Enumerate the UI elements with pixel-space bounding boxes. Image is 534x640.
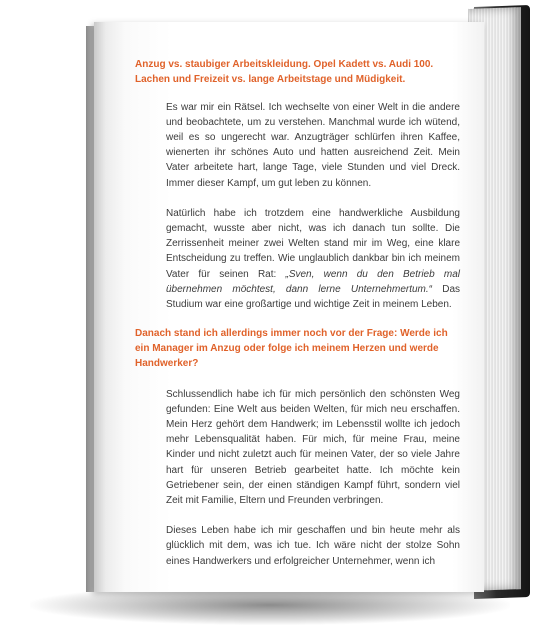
paragraph-3: Schlussendlich habe ich für mich persönlich den schönsten Weg gefunden: Eine Welt aus beiden Welten, für mich neu erschaffen. Mein Herz gehört dem Handwerk; im Lebensstil wollte ich jedoch mehr Lebensqualität haben. Für mich, für meine Frau, meine Kinder und nicht zuletzt auch für meinen Vater, der so viele Jahre hart für unseren Betrieb gearbeitet hatte. Ich möchte kein Getriebener sein, der einen ständigen Kampf führt, sondern viel Zeit mit Familie, Eltern und Freunden verbringen. [166,388,460,507]
page-content [135,58,460,569]
paragraph-2-quote: „Sven, wenn du den Betrieb mal übernehmen möchtest, dann lerne Unternehmertum.“ [166,268,460,295]
paragraph-2-text-b: Das Studium war eine großartige und wichtige Zeit in meinem Leben. [166,283,460,311]
section-heading-2: Danach stand ich allerdings immer noch vor der Frage: Werde ich ein Manager im Anzug oder folge ich meinem Herzen und werde Handwerker? [135,328,448,369]
paragraph-1: Es war mir ein Rätsel. Ich wechselte von einer Welt in die andere und beobachtete, um zu verstehen. Manchmal wurde ich wütend, weil es so ungerecht war. Anzugträger schlürfen ihren Kaffee, wienerten ihr schönes Auto und hatten ausreichend Zeit. Mein Vater arbeitete hart, lange Tage, viele Stunden und viel Dreck. Immer dieser Kampf, um gut leben zu können. [166,101,460,189]
section-heading-1: Anzug vs. staubiger Arbeitskleidung. Opel Kadett vs. Audi 100. Lachen und Freizeit vs. lange Arbeitstage und Müdigkeit. [135,59,434,85]
paragraph-2 [166,206,460,312]
paragraph-2-text-a: Natürlich habe ich trotzdem eine handwerkliche Ausbildung gemacht, wusste aber nicht, was ich danach tun sollte. Die Zerrissenheit meiner zwei Welten stand mir im Weg, eine klare Entscheidung zu treffen. Wie unglaublich dankbar bin ich meinem Vater für seinen Rat: [166,207,460,280]
paragraph-4: Dieses Leben habe ich mir geschaffen und bin heute mehr als glücklich mit dem, was ich tue. Ich wäre nicht der stolze Sohn eines Handwerkers und erfolgreicher Unternehmer, wenn ich [166,525,460,567]
